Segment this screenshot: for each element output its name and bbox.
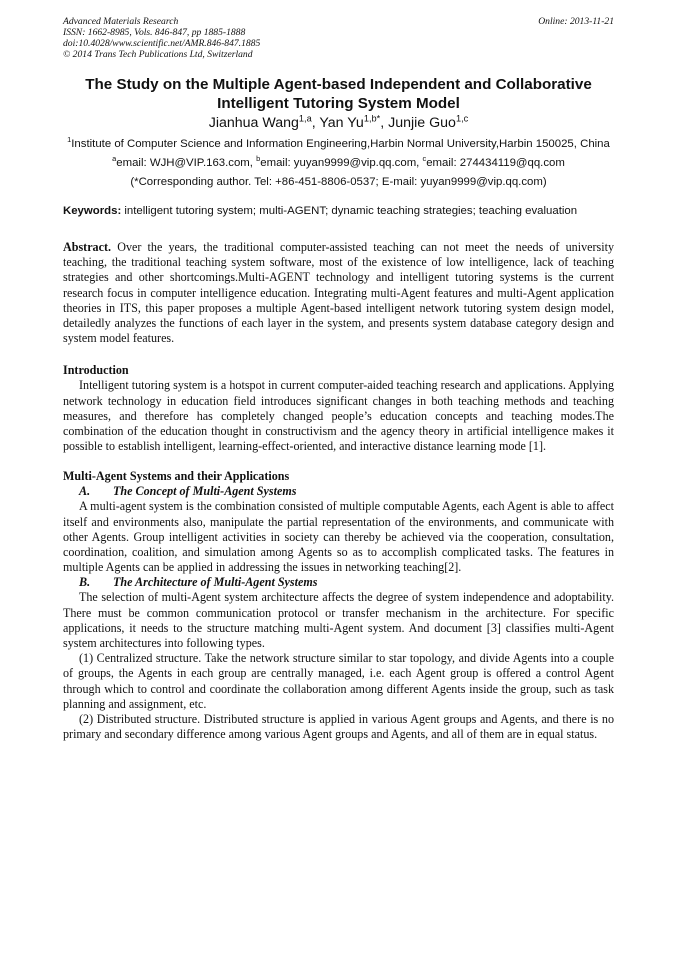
abstract-label: Abstract. [63, 240, 112, 254]
corresponding-author: (*Corresponding author. Tel: +86-451-8806-0537; E-mail: yuyan9999@vip.qq.com) [130, 176, 547, 188]
affiliation-sup: 1 [67, 135, 72, 145]
paragraph: (2) Distributed structure. Distributed structure is applied in various Agent groups and Agents, and there is no primary and secondary difference among various Agent groups and Agents, and all of them are in equal status. [63, 712, 614, 742]
section-heading-introduction: Introduction [63, 363, 129, 378]
journal-doi: doi:10.4028/www.scientific.net/AMR.846-847.1885 [63, 38, 261, 49]
subsection-a-body [63, 499, 614, 575]
email-line [63, 153, 614, 171]
abstract-text: Over the years, the traditional computer-assisted teaching can not meet the needs of university teaching, the traditional teaching system software, most of the existence of low intelligence, lack of teaching strategies and other shortcomings.Multi-AGENT technology and intelligent tutoring systems is the current research focus in computer intelligence education. Integrating multi-Agent features and multi-Agent application theories in ITS, this paper proposes a multiple Agent-based intelligent network tutoring system design model, detailedly analyzes the functions of each layer in the system, and presents system database category design and system model features. [63, 240, 614, 346]
author-sup: 1,b* [363, 113, 381, 124]
subsection-letter: B. [79, 575, 91, 590]
author-sup: 1,c [455, 113, 469, 124]
author-list [63, 114, 614, 133]
paragraph: The selection of multi-Agent system architecture affects the degree of system independence and adoptability. There must be common communication protocol or transfer mechanism in the architecture. For specific applications, it needs to the structure matching multi-Agent system. And document [3] classifies multi-Agent system architectures into following types. [63, 590, 614, 651]
author-name: Junjie Guo [388, 115, 456, 131]
section-heading-multi-agent: Multi-Agent Systems and their Applications [63, 469, 290, 484]
paragraph: A multi-agent system is the combination consisted of multiple computable Agents, each Agent is able to affect itself and environments also, manipulate the partial representation of the environments, and communicate with other Agents. Group intelligent activities in society can thereby be achieved via the cooperation, consultation, coordination, coalition, and simulation among Agents so as to accomplish complicated tasks. The features in multiple Agents can be applied in addressing the issues in networking teaching[2]. [63, 499, 614, 575]
email-sup: a [112, 153, 117, 163]
subsection-heading-b [63, 575, 614, 590]
journal-name: Advanced Materials Research [63, 16, 179, 27]
author-name: Jianhua Wang [208, 115, 299, 131]
author-name: Yan Yu [319, 115, 364, 131]
email-text: email: WJH@VIP.163.com, [116, 156, 257, 169]
journal-issn: ISSN: 1662-8985, Vols. 846-847, pp 1885-1888 [63, 27, 246, 38]
journal-header [63, 16, 614, 60]
subsection-title: The Concept of Multi-Agent Systems [113, 484, 297, 499]
subsection-letter: A. [79, 484, 91, 499]
paragraph: Intelligent tutoring system is a hotspot in current computer-aided teaching research and applications. Applying network technology in education field introduces significant changes in both teaching methods and teaching measures, and therefore has completely changed people’s education concepts and teaching modes.The combination of the education thought in constructivism and the agency theory in artificial intelligence makes it possible to establish intelligent, learning-effect-oriented, and interactive distance learning mode [1]. [63, 378, 614, 454]
email-sup: c [422, 153, 427, 163]
abstract [63, 240, 614, 346]
paper-page [63, 16, 614, 742]
subsection-title: The Architecture of Multi-Agent Systems [113, 575, 318, 590]
author-separator: , [311, 115, 320, 131]
paper-title: The Study on the Multiple Agent-based Independent and Collaborative Intelligent Tutoring System Model [85, 76, 592, 112]
keywords-text: intelligent tutoring system; multi-AGENT; dynamic teaching strategies; teaching evaluation [121, 204, 578, 217]
keywords-label: Keywords: [63, 204, 122, 217]
keywords [63, 204, 614, 219]
author-sup: 1,a [298, 113, 312, 124]
journal-copyright: © 2014 Trans Tech Publications Ltd, Switzerland [63, 49, 253, 60]
paragraph: (1) Centralized structure. Take the network structure similar to star topology, and divide Agents into a couple of groups, the Agents in each group are centrally managed, i.e. each Agent group is offered a control Agent through which to control and coordinate the collaboration among different Agents inside the group, such as task planning and assignment, etc. [63, 651, 614, 711]
online-date: Online: 2013-11-21 [538, 16, 614, 27]
subsection-b-body [63, 590, 614, 742]
affiliation-text: Institute of Computer Science and Information Engineering,Harbin Normal University,Harbin 150025, China [71, 138, 610, 150]
email-text: email: 274434119@qq.com [426, 156, 565, 169]
email-sup: b [256, 153, 261, 163]
subsection-heading-a [63, 484, 614, 499]
author-separator: , [380, 115, 389, 131]
email-text: email: yuyan9999@vip.qq.com, [260, 156, 423, 169]
introduction-body [63, 378, 614, 454]
affiliation [63, 137, 614, 152]
